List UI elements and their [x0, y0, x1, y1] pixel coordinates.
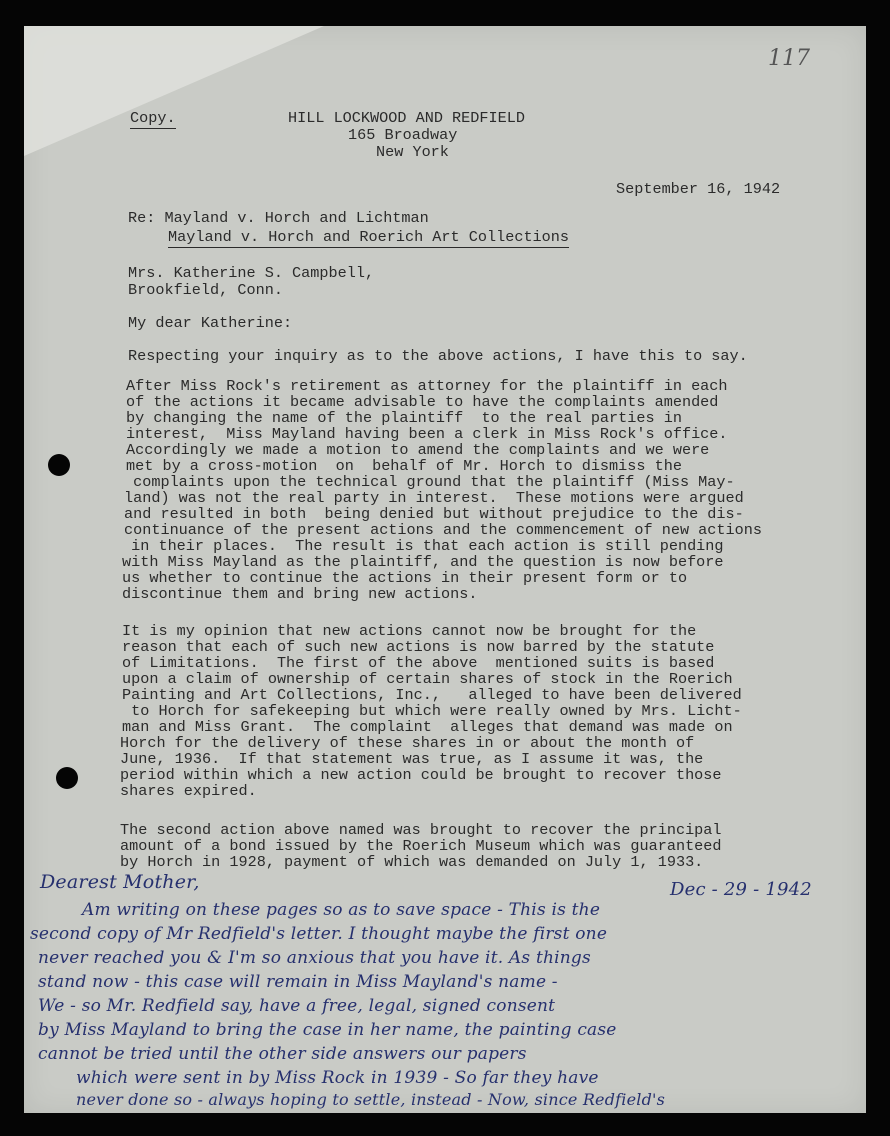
- text-line: man and Miss Grant. The complaint alleges that demand was made on: [122, 718, 733, 736]
- handwritten-line: never reached you & I'm so anxious that you have it. As things: [38, 948, 591, 968]
- text-line: met by a cross-motion on behalf of Mr. Horch to dismiss the: [126, 457, 682, 475]
- text-line: The second action above named was brought to recover the principal: [120, 821, 722, 839]
- punch-hole: [56, 767, 78, 789]
- text-line: interest, Miss Mayland having been a clerk in Miss Rock's office.: [126, 425, 728, 443]
- page-number: 117: [768, 46, 810, 71]
- text-line: of the actions it became advisable to have the complaints amended: [126, 393, 719, 411]
- firm-address-2: New York: [376, 143, 449, 161]
- text-line: and resulted in both being denied but without prejudice to the dis-: [124, 505, 744, 523]
- firm-name: HILL LOCKWOOD AND REDFIELD: [288, 109, 525, 127]
- text-line: of Limitations. The first of the above mentioned suits is based: [122, 654, 715, 672]
- text-line: in their places. The result is that each action is still pending: [122, 537, 724, 555]
- text-line: complaints upon the technical ground that the plaintiff (Miss May-: [124, 473, 735, 491]
- punch-hole: [48, 454, 70, 476]
- handwritten-line: stand now - this case will remain in Miss Mayland's name -: [38, 972, 558, 992]
- handwritten-greeting: Dearest Mother,: [40, 871, 200, 893]
- handwritten-line: which were sent in by Miss Rock in 1939 - So far they have: [76, 1068, 599, 1088]
- text-line: Accordingly we made a motion to amend the complaints and we were: [126, 441, 710, 459]
- firm-address-1: 165 Broadway: [348, 126, 458, 144]
- handwritten-date: Dec - 29 - 1942: [670, 879, 812, 900]
- text-line: amount of a bond issued by the Roerich Museum which was guaranteed: [120, 837, 722, 855]
- text-line: land) was not the real party in interest. These motions were argued: [124, 489, 744, 507]
- copy-label: Copy.: [130, 109, 176, 127]
- folded-corner: [24, 26, 324, 156]
- salutation: My dear Katherine:: [128, 314, 293, 332]
- text-line: Horch for the delivery of these shares in or about the month of: [120, 734, 695, 752]
- handwritten-line: second copy of Mr Redfield's letter. I thought maybe the first one: [30, 924, 608, 944]
- recipient-city: Brookfield, Conn.: [128, 281, 283, 299]
- text-line: reason that each of such new actions is now barred by the statute: [122, 638, 715, 656]
- text-line: shares expired.: [120, 782, 257, 800]
- text-line: Painting and Art Collections, Inc., alleged to have been delivered: [122, 686, 742, 704]
- text-line: to Horch for safekeeping but which were really owned by Mrs. Licht-: [122, 702, 742, 720]
- re-line-2: Mayland v. Horch and Roerich Art Collections: [168, 228, 570, 246]
- text-line: by Horch in 1928, payment of which was demanded on July 1, 1933.: [120, 853, 704, 871]
- text-line: by changing the name of the plaintiff to the real parties in: [126, 409, 682, 427]
- text-line: period within which a new action could be brought to recover those: [120, 766, 722, 784]
- letter-page: [24, 26, 866, 1113]
- handwritten-line: We - so Mr. Redfield say, have a free, legal, signed consent: [38, 996, 556, 1016]
- text-line: After Miss Rock's retirement as attorney for the plaintiff in each: [126, 377, 728, 395]
- text-line: us whether to continue the actions in their present form or to: [122, 569, 688, 587]
- text-line: June, 1936. If that statement was true, as I assume it was, the: [120, 750, 704, 768]
- handwritten-line: Am writing on these pages so as to save space - This is the: [82, 900, 601, 920]
- recipient-name: Mrs. Katherine S. Campbell,: [128, 264, 375, 282]
- re-line-1: Re: Mayland v. Horch and Lichtman: [128, 209, 429, 227]
- paragraph-1: Respecting your inquiry as to the above actions, I have this to say.: [128, 347, 748, 365]
- text-line: upon a claim of ownership of certain shares of stock in the Roerich: [122, 670, 733, 688]
- handwritten-line: by Miss Mayland to bring the case in her name, the painting case: [38, 1020, 617, 1040]
- text-line: with Miss Mayland as the plaintiff, and the question is now before: [122, 553, 724, 571]
- text-line: It is my opinion that new actions cannot now be brought for the: [122, 622, 697, 640]
- handwritten-line: cannot be tried until the other side answers our papers: [38, 1044, 527, 1064]
- handwritten-line: never done so - always hoping to settle, instead - Now, since Redfield's: [76, 1090, 666, 1109]
- letter-date: September 16, 1942: [616, 180, 781, 198]
- text-line: continuance of the present actions and the commencement of new actions: [124, 521, 762, 539]
- text-line: discontinue them and bring new actions.: [122, 585, 478, 603]
